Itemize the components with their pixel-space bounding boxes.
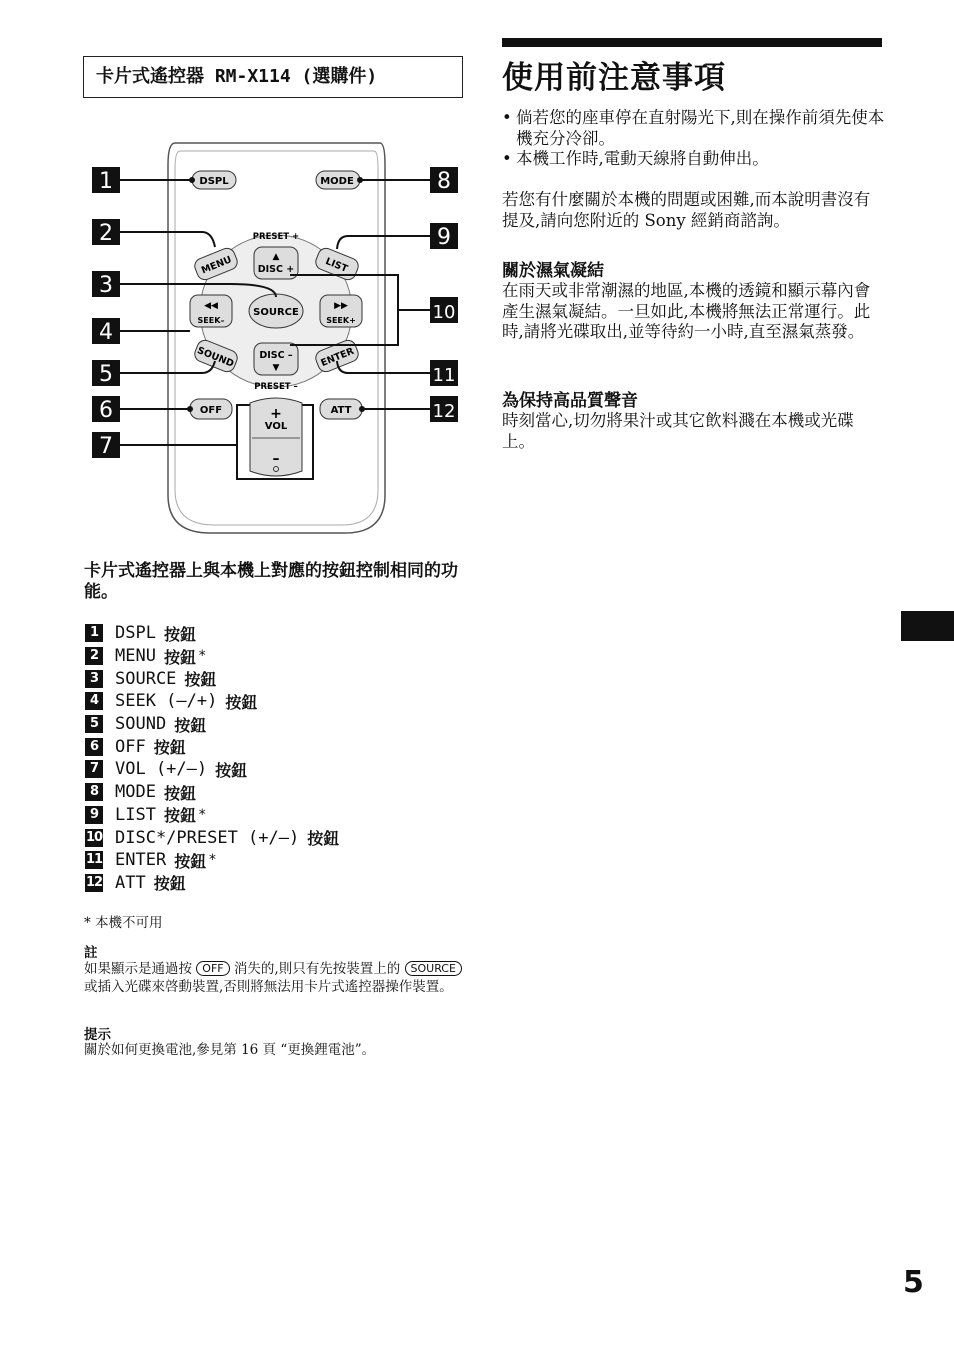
button-suffix: 按鈕 [163, 783, 196, 803]
button-name: SEEK (–/+) [115, 691, 218, 712]
svg-text:12: 12 [432, 401, 456, 422]
button-suffix: 按鈕 [225, 692, 258, 712]
callout-number: 8 [85, 783, 103, 801]
svg-text:PRESET –: PRESET – [254, 382, 298, 392]
callout-number: 7 [85, 760, 103, 778]
remote-title: 卡片式遙控器 RM-X114 (選購件) [83, 56, 463, 98]
bullet-list [502, 108, 886, 170]
callout-number: 5 [85, 715, 103, 733]
button-suffix: 按鈕 [174, 715, 207, 735]
button-suffix: 按鈕 [215, 760, 248, 780]
button-list-item [85, 622, 341, 645]
button-name: SOURCE [115, 668, 177, 689]
svg-text:VOL: VOL [264, 421, 288, 432]
callout-number: 6 [85, 738, 103, 756]
svg-text:SEEK+: SEEK+ [326, 316, 356, 325]
svg-text:DSPL: DSPL [199, 176, 229, 187]
callout-number: 9 [85, 806, 103, 824]
button-list [85, 622, 341, 894]
callout-number: 1 [85, 624, 103, 642]
tip-text: 關於如何更換電池,參見第 16 頁 “更換鋰電池”。 [84, 1042, 376, 1058]
button-name: LIST [115, 804, 156, 825]
bullet-item: • 倘若您的座車停在直射陽光下,則在操作前須先使本機充分冷卻。 [502, 108, 886, 149]
button-list-item [85, 781, 341, 804]
button-suffix: 按鈕 [153, 738, 186, 758]
button-name: MENU [115, 646, 156, 667]
star-mark: * [197, 806, 207, 823]
next-track-icon: ▶▶ [334, 301, 348, 311]
function-note: 卡片式遙控器上與本機上對應的按鈕控制相同的功能。 [84, 561, 458, 602]
button-suffix: 按鈕 [153, 874, 186, 894]
up-arrow-icon: ▲ [272, 252, 280, 262]
button-suffix: 按鈕 [174, 851, 207, 871]
section-text-condensation: 在雨天或非常潮濕的地區,本機的透鏡和顯示幕內會產生濕氣凝結。一旦如此,本機將無法正常運行。此時,請將光碟取出,並等待約一小時,直至濕氣蒸發。 [502, 281, 871, 341]
button-suffix: 按鈕 [163, 806, 196, 826]
star-mark: * [197, 648, 207, 665]
svg-text:–: – [272, 451, 280, 467]
top-rule [502, 38, 882, 47]
svg-text:ATT: ATT [330, 405, 352, 416]
svg-text:SOURCE: SOURCE [253, 307, 299, 318]
button-suffix: 按鈕 [184, 670, 217, 690]
note-text: 如果顯示是通過按 OFF 消失的,則只有先按裝置上的 SOURCE 或插入光碟來啓動裝置,否則將無法用卡片式遙控器操作裝置。 [84, 960, 468, 996]
svg-text:7: 7 [99, 434, 113, 459]
callout-number: 3 [85, 670, 103, 688]
button-name: DISC*/PRESET (+/–) [115, 827, 300, 848]
button-list-item [85, 804, 341, 827]
button-name: OFF [115, 736, 146, 757]
bullet-item: • 本機工作時,電動天線將自動伸出。 [502, 149, 886, 170]
button-name: ATT [115, 872, 146, 893]
svg-text:11: 11 [432, 365, 456, 386]
star-mark: * [208, 852, 217, 869]
button-name: SOUND [115, 714, 167, 735]
button-name: ENTER [115, 850, 167, 871]
button-list-item [85, 872, 341, 895]
svg-text:DISC –: DISC – [259, 350, 293, 361]
callout-number: 11 [85, 852, 103, 868]
button-name: VOL (+/–) [115, 759, 208, 780]
svg-text:3: 3 [99, 273, 113, 298]
button-suffix: 按鈕 [163, 624, 196, 644]
svg-text:SEEK–: SEEK– [197, 316, 225, 325]
button-list-item [85, 735, 341, 758]
section-tab [901, 611, 954, 641]
svg-text:DISC +: DISC + [257, 264, 295, 275]
remote-diagram [80, 135, 470, 540]
svg-text:1: 1 [99, 169, 113, 194]
button-list-item [85, 667, 341, 690]
note-title: 註 [84, 945, 98, 961]
svg-text:10: 10 [432, 302, 456, 323]
callout-number: 4 [85, 692, 103, 710]
callout-number: 10 [85, 829, 103, 845]
svg-text:MODE: MODE [320, 176, 354, 187]
callout-number: 12 [85, 874, 103, 890]
source-pill: SOURCE [405, 961, 462, 976]
button-list-item [85, 713, 341, 736]
button-name: MODE [115, 782, 156, 803]
svg-text:+: + [270, 406, 282, 422]
button-suffix: 按鈕 [163, 647, 196, 667]
button-list-item [85, 690, 341, 713]
svg-text:6: 6 [99, 398, 113, 423]
svg-text:MENU: MENU [199, 254, 234, 277]
svg-text:PRESET +: PRESET + [252, 232, 300, 242]
button-list-item [85, 645, 341, 668]
section-title-condensation: 關於濕氣凝結 [502, 261, 604, 281]
svg-text:5: 5 [99, 362, 113, 387]
svg-text:9: 9 [437, 225, 451, 250]
svg-text:ENTER: ENTER [319, 345, 356, 369]
svg-text:2: 2 [99, 221, 113, 246]
button-suffix: 按鈕 [307, 829, 340, 849]
off-pill: OFF [196, 961, 229, 976]
svg-text:LIST: LIST [323, 255, 350, 275]
button-list-item [85, 826, 341, 849]
svg-text:8: 8 [437, 169, 451, 194]
button-name: DSPL [115, 623, 156, 644]
page-number: 5 [903, 1265, 924, 1300]
section-text-sound: 時刻當心,切勿將果汁或其它飲料濺在本機或光碟上。 [502, 411, 854, 451]
prev-track-icon: ◀◀ [204, 301, 218, 311]
button-list-item [85, 849, 341, 872]
footnote: * 本機不可用 [84, 915, 163, 931]
svg-text:SOUND: SOUND [195, 345, 236, 370]
intro-text: 若您有什麼關於本機的問題或困難,而本說明書沒有提及,請向您附近的 Sony 經銷商諮詢。 [502, 190, 871, 230]
page-title: 使用前注意事項 [502, 60, 726, 96]
tip-title: 提示 [84, 1027, 111, 1043]
svg-text:4: 4 [99, 320, 113, 345]
svg-text:OFF: OFF [199, 405, 223, 416]
down-arrow-icon: ▼ [272, 363, 280, 373]
section-title-sound: 為保持高品質聲音 [502, 391, 638, 411]
callout-number: 2 [85, 647, 103, 665]
button-list-item [85, 758, 341, 781]
